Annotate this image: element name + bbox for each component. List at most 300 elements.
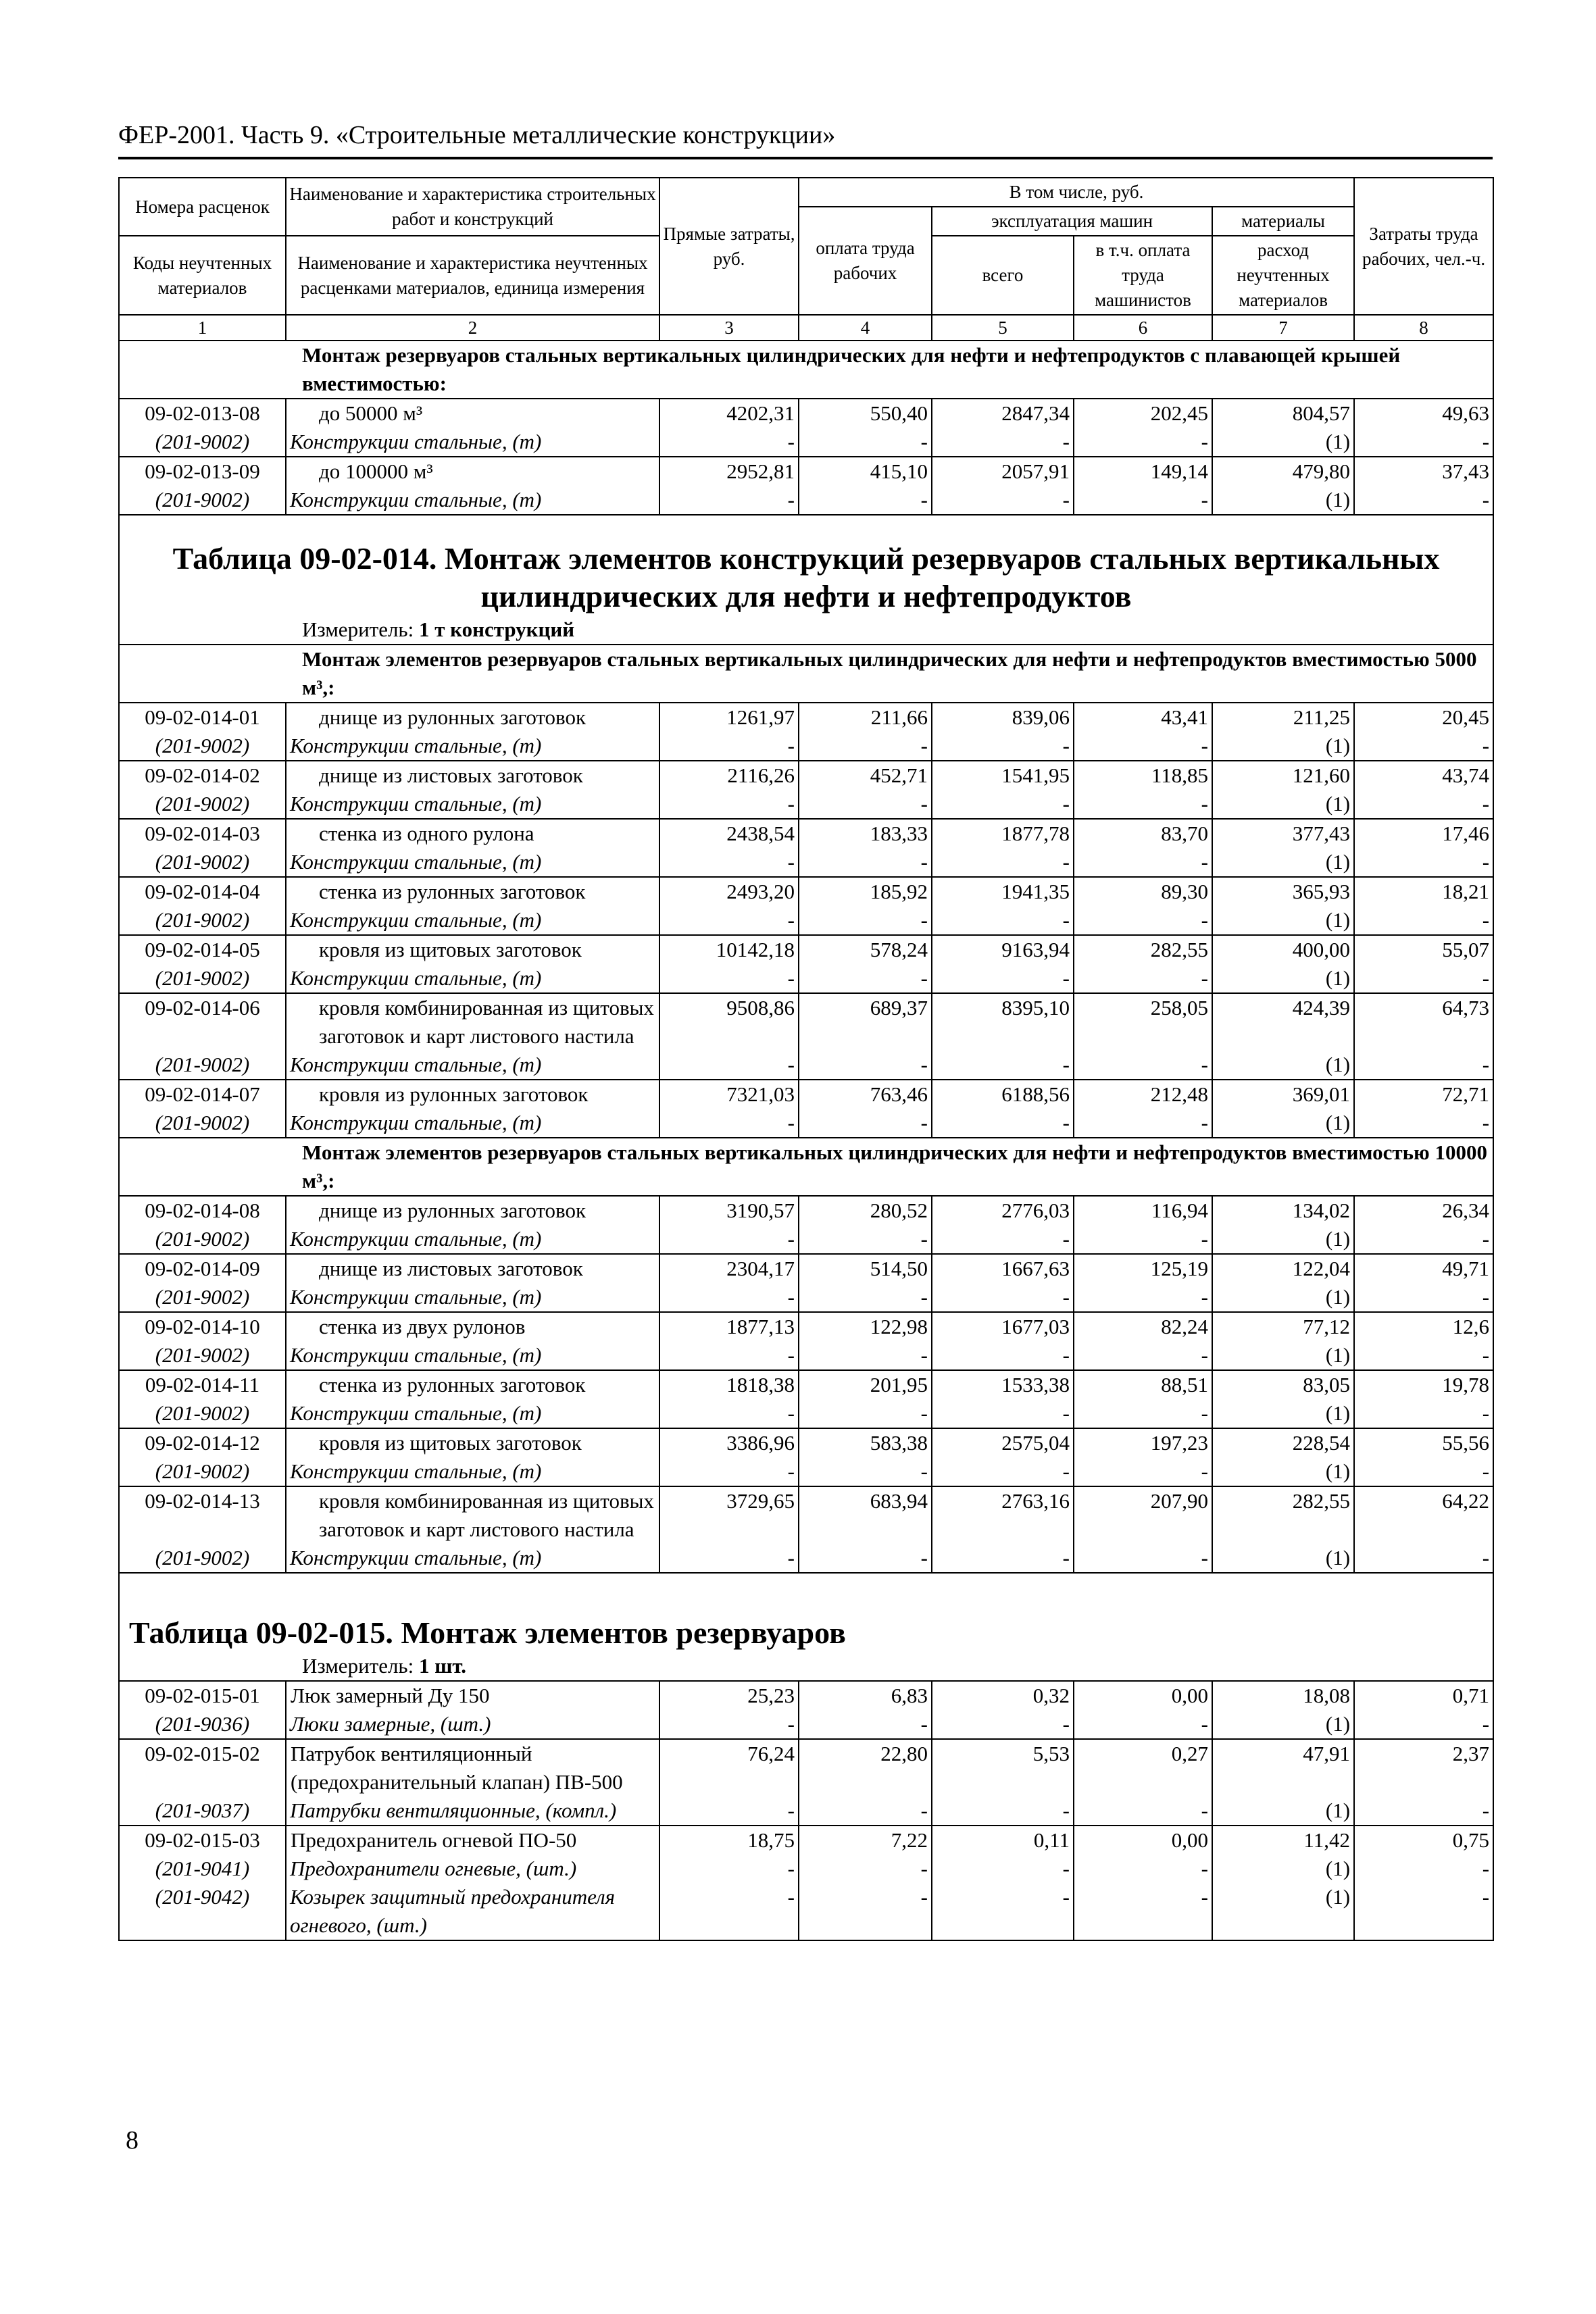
value-cell: 47,91 xyxy=(1212,1739,1354,1796)
value-cell: 82,24 xyxy=(1074,1312,1212,1341)
section-heading-row xyxy=(119,1138,1493,1196)
column-number: 6 xyxy=(1074,315,1212,341)
value-cell: 9163,94 xyxy=(932,935,1074,964)
value-cell: 49,71 xyxy=(1354,1254,1493,1283)
material-value-cell: - xyxy=(1074,486,1212,515)
table-row xyxy=(119,1254,1493,1283)
value-cell: 228,54 xyxy=(1212,1428,1354,1457)
value-cell: 118,85 xyxy=(1074,761,1212,790)
material-row xyxy=(119,964,1493,993)
material-name: Конструкции стальные, (т) xyxy=(286,428,659,457)
column-number: 7 xyxy=(1212,315,1354,341)
material-value-cell: - xyxy=(799,1544,932,1573)
material-value-cell: - xyxy=(799,1710,932,1739)
value-cell: 72,71 xyxy=(1354,1080,1493,1109)
column-number: 4 xyxy=(799,315,932,341)
work-name: кровля из щитовых заготовок xyxy=(286,935,659,964)
value-cell: 134,02 xyxy=(1212,1196,1354,1225)
material-code: (201-9002) xyxy=(119,1544,286,1573)
material-value-cell: - xyxy=(932,906,1074,935)
rate-code: 09-02-014-05 xyxy=(119,935,286,964)
value-cell: 149,14 xyxy=(1074,457,1212,486)
table-row xyxy=(119,819,1493,848)
material-value-cell: - xyxy=(932,1855,1074,1883)
material-code: (201-9042) xyxy=(119,1883,286,1940)
work-name: до 50000 м³ xyxy=(286,399,659,428)
section-heading: Монтаж резервуаров стальных вертикальных цилиндрических для нефти и нефтепродуктов с плавающей крышей вместимостью: xyxy=(119,341,1493,399)
work-name: кровля из щитовых заготовок xyxy=(286,1428,659,1457)
material-code: (201-9037) xyxy=(119,1796,286,1826)
material-row xyxy=(119,1051,1493,1080)
work-name: днище из листовых заготовок xyxy=(286,761,659,790)
header-labor-hours: Затраты труда рабочих, чел.-ч. xyxy=(1354,178,1493,315)
material-value-cell: - xyxy=(1354,1544,1493,1573)
table-row xyxy=(119,877,1493,906)
material-value-cell: - xyxy=(659,790,799,819)
value-cell: 3190,57 xyxy=(659,1196,799,1225)
material-value-cell: - xyxy=(799,1341,932,1370)
material-value-cell: - xyxy=(932,1283,1074,1312)
value-cell: 18,21 xyxy=(1354,877,1493,906)
material-value-cell: - xyxy=(932,428,1074,457)
measure-label: Измеритель: xyxy=(302,1654,414,1678)
material-value-cell: - xyxy=(799,790,932,819)
header-machines: эксплуатация машин xyxy=(932,207,1212,236)
value-cell: 2,37 xyxy=(1354,1739,1493,1796)
material-row xyxy=(119,1457,1493,1486)
value-cell: 377,43 xyxy=(1212,819,1354,848)
value-cell: 514,50 xyxy=(799,1254,932,1283)
material-value-cell: - xyxy=(1354,790,1493,819)
value-cell: 0,32 xyxy=(932,1681,1074,1710)
material-value-cell: - xyxy=(1354,1399,1493,1428)
table-row xyxy=(119,1428,1493,1457)
value-cell: 369,01 xyxy=(1212,1080,1354,1109)
value-cell: 26,34 xyxy=(1354,1196,1493,1225)
value-cell: 2304,17 xyxy=(659,1254,799,1283)
material-value-cell: - xyxy=(932,1710,1074,1739)
table-row xyxy=(119,1681,1493,1710)
material-value-cell: - xyxy=(1354,1225,1493,1254)
value-cell: 1877,13 xyxy=(659,1312,799,1341)
table-row xyxy=(119,993,1493,1051)
value-cell: 0,75 xyxy=(1354,1826,1493,1855)
column-number: 2 xyxy=(286,315,659,341)
material-row xyxy=(119,1883,1493,1940)
material-row xyxy=(119,428,1493,457)
material-value-cell: - xyxy=(932,1883,1074,1940)
material-row xyxy=(119,732,1493,761)
material-row xyxy=(119,1283,1493,1312)
material-row xyxy=(119,906,1493,935)
material-value-cell: - xyxy=(799,964,932,993)
rate-code: 09-02-014-10 xyxy=(119,1312,286,1341)
material-name: Козырек защитный предохранителя огневого, (шт.) xyxy=(286,1883,659,1940)
value-cell: 197,23 xyxy=(1074,1428,1212,1457)
material-value-cell: (1) xyxy=(1212,906,1354,935)
material-value-cell: - xyxy=(1074,1883,1212,1940)
header-rule xyxy=(118,157,1493,159)
material-value-cell: - xyxy=(659,1051,799,1080)
value-cell: 88,51 xyxy=(1074,1370,1212,1399)
table-row xyxy=(119,1826,1493,1855)
material-value-cell: - xyxy=(1074,1283,1212,1312)
value-cell: 18,08 xyxy=(1212,1681,1354,1710)
value-cell: 1818,38 xyxy=(659,1370,799,1399)
value-cell: 258,05 xyxy=(1074,993,1212,1051)
table-row xyxy=(119,703,1493,732)
table-title-row xyxy=(119,1573,1493,1652)
material-value-cell: - xyxy=(932,1796,1074,1826)
material-value-cell: - xyxy=(1074,1225,1212,1254)
section-heading: Монтаж элементов резервуаров стальных вертикальных цилиндрических для нефти и нефтепродуктов вместимостью 10000 м³,: xyxy=(119,1138,1493,1196)
work-name: стенка из двух рулонов xyxy=(286,1312,659,1341)
header-material-names: Наименование и характеристика неучтенных расценками материалов, единица измерения xyxy=(286,236,659,315)
work-name: днище из листовых заготовок xyxy=(286,1254,659,1283)
value-cell: 2057,91 xyxy=(932,457,1074,486)
rate-code: 09-02-014-09 xyxy=(119,1254,286,1283)
rate-code: 09-02-014-01 xyxy=(119,703,286,732)
material-value-cell: - xyxy=(659,964,799,993)
column-number: 8 xyxy=(1354,315,1493,341)
rate-code: 09-02-014-12 xyxy=(119,1428,286,1457)
material-value-cell: - xyxy=(932,1051,1074,1080)
value-cell: 5,53 xyxy=(932,1739,1074,1796)
material-value-cell: - xyxy=(932,790,1074,819)
value-cell: 583,38 xyxy=(799,1428,932,1457)
rate-code: 09-02-014-04 xyxy=(119,877,286,906)
material-value-cell: - xyxy=(1354,1457,1493,1486)
material-code: (201-9002) xyxy=(119,1109,286,1138)
value-cell: 4202,31 xyxy=(659,399,799,428)
value-cell: 0,27 xyxy=(1074,1739,1212,1796)
value-cell: 22,80 xyxy=(799,1739,932,1796)
value-cell: 415,10 xyxy=(799,457,932,486)
material-value-cell: - xyxy=(799,732,932,761)
material-name: Конструкции стальные, (т) xyxy=(286,790,659,819)
material-row xyxy=(119,1855,1493,1883)
material-value-cell: - xyxy=(659,1457,799,1486)
value-cell: 55,56 xyxy=(1354,1428,1493,1457)
material-value-cell: (1) xyxy=(1212,1796,1354,1826)
section-heading-row xyxy=(119,341,1493,399)
table-row xyxy=(119,935,1493,964)
value-cell: 282,55 xyxy=(1212,1486,1354,1544)
value-cell: 2763,16 xyxy=(932,1486,1074,1544)
material-name: Конструкции стальные, (т) xyxy=(286,848,659,877)
table-row xyxy=(119,1486,1493,1544)
value-cell: 0,00 xyxy=(1074,1826,1212,1855)
value-cell: 17,46 xyxy=(1354,819,1493,848)
header-direct-costs: Прямые затраты, руб. xyxy=(659,178,799,315)
material-value-cell: - xyxy=(1074,732,1212,761)
material-value-cell: - xyxy=(1074,1341,1212,1370)
header-including: В том числе, руб. xyxy=(799,178,1354,207)
value-cell: 64,22 xyxy=(1354,1486,1493,1544)
section-heading-row xyxy=(119,645,1493,703)
material-value-cell: - xyxy=(1354,1051,1493,1080)
material-value-cell: (1) xyxy=(1212,1855,1354,1883)
material-value-cell: (1) xyxy=(1212,732,1354,761)
table-row xyxy=(119,457,1493,486)
value-cell: 1677,03 xyxy=(932,1312,1074,1341)
value-cell: 11,42 xyxy=(1212,1826,1354,1855)
material-row xyxy=(119,1796,1493,1826)
material-name: Конструкции стальные, (т) xyxy=(286,1225,659,1254)
header-work-name: Наименование и характеристика строительных работ и конструкций xyxy=(286,178,659,236)
column-number: 3 xyxy=(659,315,799,341)
material-row xyxy=(119,1399,1493,1428)
material-value-cell: - xyxy=(1354,964,1493,993)
material-code: (201-9002) xyxy=(119,1051,286,1080)
material-value-cell: - xyxy=(799,486,932,515)
material-code: (201-9002) xyxy=(119,732,286,761)
material-row xyxy=(119,848,1493,877)
work-name: днище из рулонных заготовок xyxy=(286,1196,659,1225)
material-value-cell: - xyxy=(659,1283,799,1312)
value-cell: 212,48 xyxy=(1074,1080,1212,1109)
material-value-cell: - xyxy=(932,1341,1074,1370)
value-cell: 839,06 xyxy=(932,703,1074,732)
work-name: кровля комбинированная из щитовых заготовок и карт листового настила xyxy=(286,993,659,1051)
material-code: (201-9002) xyxy=(119,906,286,935)
material-value-cell: - xyxy=(659,1883,799,1940)
measure-label: Измеритель: xyxy=(302,618,414,641)
material-name: Люки замерные, (шт.) xyxy=(286,1710,659,1739)
work-name: Патрубок вентиляционный (предохранительный клапан) ПВ-500 xyxy=(286,1739,659,1796)
table-row xyxy=(119,1312,1493,1341)
measure-unit xyxy=(119,615,1493,645)
value-cell: 578,24 xyxy=(799,935,932,964)
material-value-cell: (1) xyxy=(1212,1457,1354,1486)
material-value-cell: (1) xyxy=(1212,1710,1354,1739)
value-cell: 55,07 xyxy=(1354,935,1493,964)
material-value-cell: - xyxy=(799,848,932,877)
material-value-cell: (1) xyxy=(1212,790,1354,819)
material-value-cell: - xyxy=(659,1399,799,1428)
material-value-cell: - xyxy=(932,1399,1074,1428)
material-value-cell: (1) xyxy=(1212,848,1354,877)
page-number: 8 xyxy=(126,2126,139,2155)
material-value-cell: - xyxy=(1074,1544,1212,1573)
material-value-cell: - xyxy=(1354,1796,1493,1826)
column-number: 1 xyxy=(119,315,286,341)
material-value-cell: (1) xyxy=(1212,1883,1354,1940)
material-name: Конструкции стальные, (т) xyxy=(286,1051,659,1080)
value-cell: 43,74 xyxy=(1354,761,1493,790)
material-value-cell: - xyxy=(659,1225,799,1254)
material-value-cell: - xyxy=(932,486,1074,515)
value-cell: 683,94 xyxy=(799,1486,932,1544)
material-value-cell: - xyxy=(659,906,799,935)
material-value-cell: - xyxy=(1354,1710,1493,1739)
value-cell: 185,92 xyxy=(799,877,932,906)
material-name: Конструкции стальные, (т) xyxy=(286,906,659,935)
work-name: стенка из рулонных заготовок xyxy=(286,1370,659,1399)
material-value-cell: - xyxy=(932,1225,1074,1254)
running-head: ФЕР-2001. Часть 9. «Строительные металлические конструкции» xyxy=(118,121,836,149)
value-cell: 116,94 xyxy=(1074,1196,1212,1225)
measure-value: 1 шт. xyxy=(418,1654,467,1678)
material-value-cell: - xyxy=(1354,848,1493,877)
value-cell: 202,45 xyxy=(1074,399,1212,428)
value-cell: 83,70 xyxy=(1074,819,1212,848)
material-value-cell: - xyxy=(659,486,799,515)
value-cell: 19,78 xyxy=(1354,1370,1493,1399)
table-row xyxy=(119,1196,1493,1225)
rate-code: 09-02-014-02 xyxy=(119,761,286,790)
material-name: Конструкции стальные, (т) xyxy=(286,1544,659,1573)
material-code: (201-9002) xyxy=(119,428,286,457)
material-name: Конструкции стальные, (т) xyxy=(286,1457,659,1486)
material-value-cell: - xyxy=(659,732,799,761)
value-cell: 2952,81 xyxy=(659,457,799,486)
material-value-cell: - xyxy=(659,1796,799,1826)
value-cell: 2438,54 xyxy=(659,819,799,848)
material-code: (201-9002) xyxy=(119,486,286,515)
material-code: (201-9002) xyxy=(119,790,286,819)
value-cell: 1533,38 xyxy=(932,1370,1074,1399)
work-name: днище из рулонных заготовок xyxy=(286,703,659,732)
value-cell: 2847,34 xyxy=(932,399,1074,428)
value-cell: 2575,04 xyxy=(932,1428,1074,1457)
header-operator-pay: в т.ч. оплата труда машинистов xyxy=(1074,236,1212,315)
material-value-cell: - xyxy=(1074,1457,1212,1486)
material-value-cell: - xyxy=(799,906,932,935)
material-value-cell: (1) xyxy=(1212,1544,1354,1573)
material-value-cell: (1) xyxy=(1212,428,1354,457)
material-row xyxy=(119,1225,1493,1254)
rate-code: 09-02-014-06 xyxy=(119,993,286,1051)
value-cell: 37,43 xyxy=(1354,457,1493,486)
material-value-cell: - xyxy=(659,1855,799,1883)
value-cell: 83,05 xyxy=(1212,1370,1354,1399)
rate-code: 09-02-014-13 xyxy=(119,1486,286,1544)
value-cell: 183,33 xyxy=(799,819,932,848)
value-cell: 424,39 xyxy=(1212,993,1354,1051)
value-cell: 89,30 xyxy=(1074,877,1212,906)
value-cell: 7,22 xyxy=(799,1826,932,1855)
material-value-cell: - xyxy=(799,1855,932,1883)
table-title: Таблица 09-02-014. Монтаж элементов конструкций резервуаров стальных вертикальных цилиндрических для нефти и нефтепродуктов xyxy=(119,515,1493,615)
material-value-cell: - xyxy=(799,1883,932,1940)
rate-code: 09-02-015-01 xyxy=(119,1681,286,1710)
material-code: (201-9002) xyxy=(119,1457,286,1486)
material-value-cell: (1) xyxy=(1212,1341,1354,1370)
table-title-row xyxy=(119,515,1493,615)
material-value-cell: - xyxy=(1354,1109,1493,1138)
material-value-cell: (1) xyxy=(1212,1283,1354,1312)
material-code: (201-9036) xyxy=(119,1710,286,1739)
value-cell: 18,75 xyxy=(659,1826,799,1855)
value-cell: 2493,20 xyxy=(659,877,799,906)
work-name: кровля комбинированная из щитовых заготовок и карт листового настила xyxy=(286,1486,659,1544)
value-cell: 280,52 xyxy=(799,1196,932,1225)
material-row xyxy=(119,1109,1493,1138)
material-name: Конструкции стальные, (т) xyxy=(286,1283,659,1312)
material-value-cell: - xyxy=(799,1283,932,1312)
value-cell: 689,37 xyxy=(799,993,932,1051)
material-value-cell: - xyxy=(659,428,799,457)
value-cell: 49,63 xyxy=(1354,399,1493,428)
header-materials: материалы xyxy=(1212,207,1354,236)
rate-code: 09-02-015-03 xyxy=(119,1826,286,1855)
value-cell: 9508,86 xyxy=(659,993,799,1051)
material-value-cell: (1) xyxy=(1212,1051,1354,1080)
material-name: Конструкции стальные, (т) xyxy=(286,486,659,515)
value-cell: 64,73 xyxy=(1354,993,1493,1051)
value-cell: 479,80 xyxy=(1212,457,1354,486)
value-cell: 6,83 xyxy=(799,1681,932,1710)
material-name: Конструкции стальные, (т) xyxy=(286,732,659,761)
measure-unit xyxy=(119,1652,1493,1681)
rate-code: 09-02-014-07 xyxy=(119,1080,286,1109)
table-row xyxy=(119,1370,1493,1399)
material-value-cell: - xyxy=(1074,1710,1212,1739)
value-cell: 282,55 xyxy=(1074,935,1212,964)
material-value-cell: - xyxy=(1354,1883,1493,1940)
value-cell: 121,60 xyxy=(1212,761,1354,790)
material-value-cell: - xyxy=(932,964,1074,993)
material-value-cell: - xyxy=(1074,1399,1212,1428)
value-cell: 20,45 xyxy=(1354,703,1493,732)
measure-row xyxy=(119,1652,1493,1681)
value-cell: 8395,10 xyxy=(932,993,1074,1051)
value-cell: 201,95 xyxy=(799,1370,932,1399)
material-value-cell: - xyxy=(659,1109,799,1138)
material-value-cell: - xyxy=(659,1341,799,1370)
material-value-cell: - xyxy=(1074,1109,1212,1138)
value-cell: 3386,96 xyxy=(659,1428,799,1457)
value-cell: 207,90 xyxy=(1074,1486,1212,1544)
value-cell: 1667,63 xyxy=(932,1254,1074,1283)
rate-code: 09-02-014-11 xyxy=(119,1370,286,1399)
table-row xyxy=(119,399,1493,428)
header-machines-total: всего xyxy=(932,236,1074,315)
material-value-cell: - xyxy=(799,1399,932,1428)
material-value-cell: - xyxy=(1074,848,1212,877)
material-name: Конструкции стальные, (т) xyxy=(286,1341,659,1370)
work-name: кровля из рулонных заготовок xyxy=(286,1080,659,1109)
value-cell: 211,25 xyxy=(1212,703,1354,732)
material-name: Предохранители огневые, (шт.) xyxy=(286,1855,659,1883)
table-row xyxy=(119,1739,1493,1796)
value-cell: 804,57 xyxy=(1212,399,1354,428)
rate-code: 09-02-014-08 xyxy=(119,1196,286,1225)
material-value-cell: - xyxy=(1074,906,1212,935)
material-value-cell: - xyxy=(799,1225,932,1254)
value-cell: 0,71 xyxy=(1354,1681,1493,1710)
material-code: (201-9002) xyxy=(119,1225,286,1254)
value-cell: 6188,56 xyxy=(932,1080,1074,1109)
material-code: (201-9002) xyxy=(119,1283,286,1312)
material-value-cell: (1) xyxy=(1212,1225,1354,1254)
material-value-cell: - xyxy=(799,1109,932,1138)
section-heading: Монтаж элементов резервуаров стальных вертикальных цилиндрических для нефти и нефтепродуктов вместимостью 5000 м³,: xyxy=(119,645,1493,703)
value-cell: 550,40 xyxy=(799,399,932,428)
material-code: (201-9002) xyxy=(119,1399,286,1428)
material-value-cell: - xyxy=(659,848,799,877)
table-title: Таблица 09-02-015. Монтаж элементов резервуаров xyxy=(119,1573,1493,1652)
material-value-cell: (1) xyxy=(1212,1109,1354,1138)
value-cell: 125,19 xyxy=(1074,1254,1212,1283)
material-row xyxy=(119,790,1493,819)
value-cell: 1941,35 xyxy=(932,877,1074,906)
work-name: стенка из одного рулона xyxy=(286,819,659,848)
material-value-cell: - xyxy=(1354,1855,1493,1883)
material-row xyxy=(119,1710,1493,1739)
material-name: Конструкции стальные, (т) xyxy=(286,1399,659,1428)
